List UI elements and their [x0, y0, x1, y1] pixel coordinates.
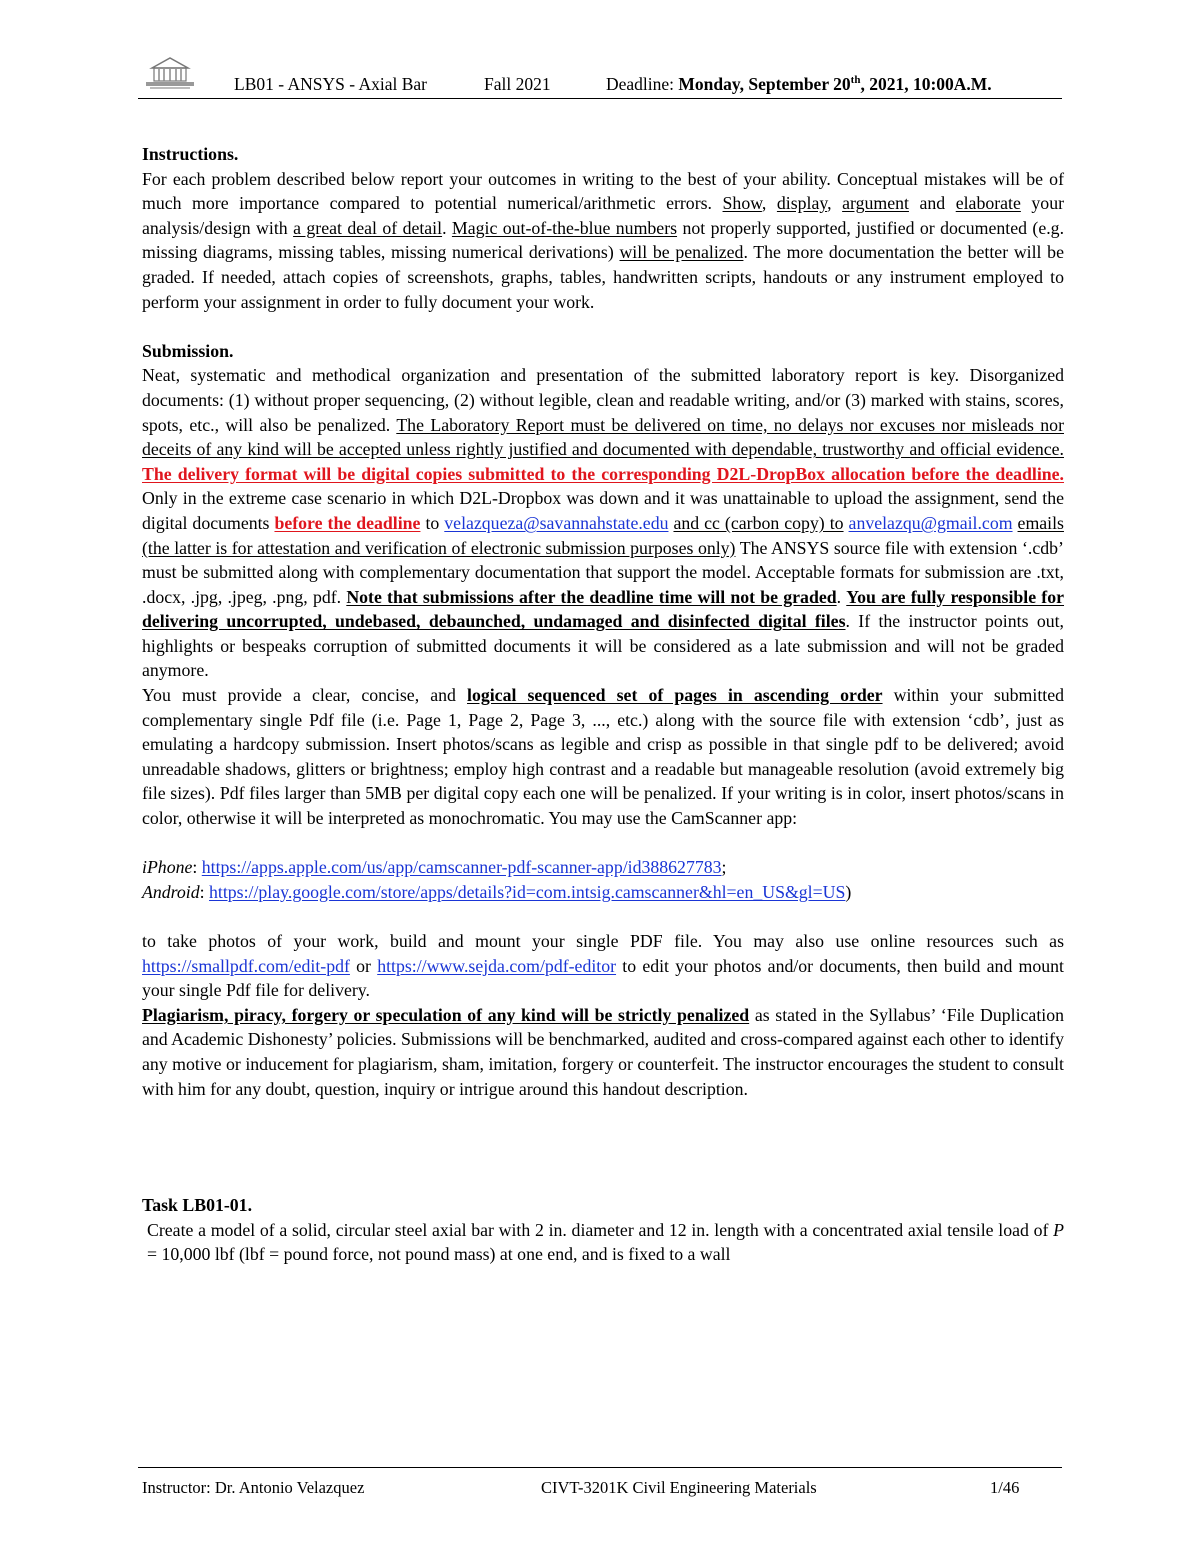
instructor-email-link[interactable]: velazqueza@savannahstate.edu — [444, 512, 669, 533]
iphone-line: iPhone: https://apps.apple.com/us/app/camscanner-pdf-scanner-app/id388627783; — [142, 857, 727, 878]
plagiarism-paragraph: Plagiarism, piracy, forgery or speculation of any kind will be strictly penalized as stated in the Syllabus’ ‘File Duplication and Academic Dishonesty’ policies. Submissions will be benchmarked, audited and cross-compared against each other to identify any motive or inducement for plagiarism, sham, imitation, forgery or counterfeit. The instructor encourages the student to consult with him for any doubt, question, inquiry or intrigue around this handout description. — [142, 1004, 1064, 1099]
smallpdf-link[interactable]: https://smallpdf.com/edit-pdf — [142, 955, 350, 976]
submission-heading: Submission. — [142, 340, 234, 361]
android-line: Android: https://play.google.com/store/apps/details?id=com.intsig.camscanner&hl=en_US&gl=US) — [142, 881, 852, 902]
footer-page-number: 1/46 — [990, 1478, 1020, 1497]
footer-course: CIVT-3201K Civil Engineering Materials — [541, 1478, 817, 1497]
header-deadline: Deadline: Monday, September 20th, 2021, 10:00A.M. — [606, 74, 992, 94]
instructions-heading: Instructions. — [142, 144, 239, 164]
android-app-link[interactable]: https://play.google.com/store/apps/details?id=com.intsig.camscanner&hl=en_US&gl=US — [209, 881, 846, 902]
header-course: LB01 - ANSYS - Axial Bar — [234, 74, 427, 94]
university-logo-icon — [142, 54, 198, 92]
submission-paragraph: Neat, systematic and methodical organization and presentation of the submitted laboratory report is key. Disorganized documents: (1) without proper sequencing, (2) without legible, clean and readable writing, and/or (3) marked with stains, scores, spots, etc., will also be penalized. The Laboratory Report must be delivered on time, no delays nor excuses nor misleads nor deceits of any kind will be accepted unless rightly justified and documented with dependable, trustworthy and official evidence. The delivery format will be digital copies submitted to the corresponding D2L-DropBox allocation before the deadline. Only in the extreme case scenario in which D2L-Dropbox was down and it was unattainable to upload the assignment, send the digital documents before the deadline to velazqueza@savannahstate.edu and cc (carbon copy) to anvelazqu@gmail.com emails (the latter is for attestation and verification of electronic submission purposes only) The ANSYS source file with extension ‘.cdb’ must be submitted along with complementary documentation that support the model. Acceptable formats for submission are .txt, .docx, .jpg, .jpeg, .png, pdf. Note that submissions after the deadline time will not be graded. You are fully responsible for delivering uncorrupted, undebased, debaunched, undamaged and disinfected digital files. If the instructor points out, highlights or bespeaks corruption of submitted documents it will be considered as a late submission and will not be graded anymore. — [142, 365, 1065, 681]
task-paragraph: Create a model of a solid, circular steel axial bar with 2 in. diameter and 12 in. length with a concentrated axial tensile load of P = 10,000 lbf (lbf = pound force, not pound mass) at one end, and is fixed to a wall — [147, 1219, 1064, 1265]
header-term: Fall 2021 — [484, 74, 551, 94]
footer-divider — [138, 1467, 1062, 1468]
document-body — [142, 142, 1064, 1267]
header-text — [234, 74, 992, 95]
tools-paragraph: to take photos of your work, build and mount your single PDF file. You may also use online resources such as https://smallpdf.com/edit-pdf or https://www.sejda.com/pdf-editor to edit your photos and/or documents, then build and mount your single Pdf file for delivery. — [142, 931, 1064, 1001]
footer-instructor: Instructor: Dr. Antonio Velazquez — [142, 1478, 365, 1497]
task-heading: Task LB01-01. — [142, 1195, 253, 1216]
instructions-paragraph: For each problem described below report your outcomes in writing to the best of your ability. Conceptual mistakes will be of much more importance compared to potential numerical/arithmetic errors. Show, display, argument and elaborate your analysis/design with a great deal of detail. Magic out-of-the-blue numbers not properly supported, justified or documented (e.g. missing diagrams, missing tables, missing numerical derivations) will be penalized. The more documentation the better will be graded. If needed, attach copies of screenshots, graphs, tables, handwritten scripts, handouts or any instrument employed to perform your assignment in order to fully document your work. — [142, 168, 1065, 312]
cc-email-link[interactable]: anvelazqu@gmail.com — [848, 512, 1013, 533]
iphone-app-link[interactable]: https://apps.apple.com/us/app/camscanner-pdf-scanner-app/id388627783 — [201, 857, 722, 878]
pages-paragraph: You must provide a clear, concise, and logical sequenced set of pages in ascending order within your submitted complementary single Pdf file (i.e. Page 1, Page 2, Page 3, ..., etc.) along with the source file with extension ‘cdb’, just as emulating a hardcopy submission. Insert photos/scans as legible and crisp as possible in that single pdf to be delivered; avoid unreadable shadows, glitters or brightness; employ high contrast and a readable but manageable resolution (avoid extremely big file sizes). Pdf files larger than 5MB per digital copy each one will be penalized. If your writing is in color, insert photos/scans in color, otherwise it will be interpreted as monochromatic. You may use the CamScanner app: — [142, 685, 1064, 829]
delivery-format-notice: The delivery format will be digital copies submitted to the corresponding D2L-DropBox allocation before the deadline. — [142, 463, 1064, 484]
sejda-link[interactable]: https://www.sejda.com/pdf-editor — [377, 955, 617, 976]
page-header — [138, 52, 1062, 99]
